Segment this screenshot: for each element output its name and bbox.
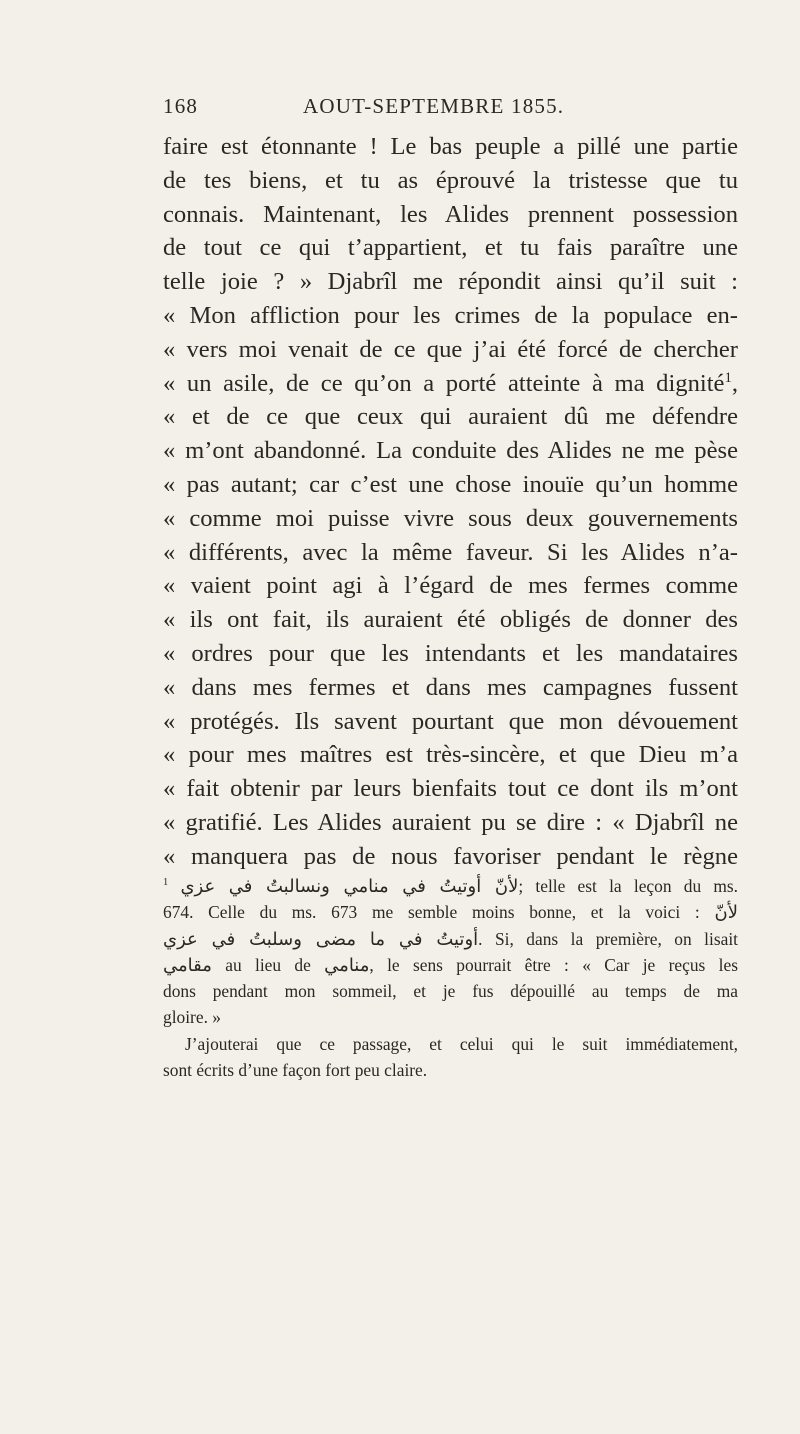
footnote-reference: 1: [724, 369, 732, 386]
text-line: « fait obtenir par leurs bienfaits tout ce dont ils m’ont: [163, 775, 738, 803]
body-text: [163, 130, 738, 874]
arabic-text: أوتيتُ في ما مضى وسلبتُ في عزي: [163, 928, 479, 950]
text-line: « comme moi puisse vivre sous deux gouvernements: [163, 504, 738, 532]
text-segment: « un asile, de ce qu’on a porté atteinte à ma dignité: [163, 369, 725, 397]
text-line: telle joie ? » Djabrîl me répondit ainsi qu’il suit :: [163, 268, 738, 296]
text-line: « pas autant; car c’est une chose inouïe qu’un homme: [163, 470, 738, 498]
text-line: « différents, avec la même faveur. Si les Alides n’a-: [163, 538, 738, 566]
arabic-text: مقامي: [163, 954, 212, 976]
footnote-line: [163, 952, 738, 978]
page-header: [163, 94, 738, 119]
text-line: de tout ce qui t’appartient, et tu fais paraître une: [163, 234, 738, 262]
arabic-text: لأنّ أوتيتُ في منامي ونسالبتُ في عزي: [180, 876, 519, 897]
text-line: connais. Maintenant, les Alides prennent possession: [163, 200, 738, 228]
footnote-line: gloire. »: [163, 1007, 221, 1028]
text-line: « gratifié. Les Alides auraient pu se dire : « Djabrîl ne: [163, 808, 738, 836]
footnote-text: , le sens pourrait être : « Car je reçus les: [369, 954, 738, 975]
footnote-text: au lieu de: [225, 954, 311, 975]
footnote-line: [163, 926, 738, 952]
footnote-text: ; telle est la leçon du ms.: [518, 876, 738, 896]
text-line: « ordres pour que les intendants et les mandataires: [163, 639, 738, 667]
text-line: « vers moi venait de ce que j’ai été forcé de chercher: [163, 335, 738, 363]
footnote-line: [163, 899, 738, 925]
text-line: « protégés. Ils savent pourtant que mon dévouement: [163, 707, 738, 735]
text-line: « manquera pas de nous favoriser pendant le règne: [163, 842, 738, 870]
arabic-text: منامي: [324, 954, 370, 976]
footnotes: [163, 873, 738, 1083]
text-line-with-footnote-ref: « un asile, de ce qu’on a porté atteinte à ma dignité$^1$,: [163, 369, 738, 397]
running-title: AOUT-SEPTEMBRE 1855.: [303, 94, 565, 118]
footnote-marker: 1: [163, 877, 169, 889]
footnote-text: . Si, dans la première, on lisait: [478, 928, 738, 949]
footnote-line: dons pendant mon sommeil, et je fus dépouillé au temps de ma: [163, 981, 738, 1002]
text-line: « ils ont fait, ils auraient été obligés de donner des: [163, 606, 738, 634]
text-line: « dans mes fermes et dans mes campagnes fussent: [163, 673, 738, 701]
text-line: « m’ont abandonné. La conduite des Alides ne me pèse: [163, 437, 738, 465]
text-line: « vaient point agi à l’égard de mes fermes comme: [163, 572, 738, 600]
page-number: 168: [163, 94, 199, 118]
text-line: « et de ce que ceux qui auraient dû me défendre: [163, 403, 738, 431]
text-line: de tes biens, et tu as éprouvé la tristesse que tu: [163, 166, 738, 194]
text-line: faire est étonnante ! Le bas peuple a pillé une partie: [163, 133, 738, 160]
footnote-line: J’ajouterai que ce passage, et celui qui le suit immédiatement,: [185, 1033, 738, 1054]
arabic-text: لأنّ: [714, 902, 738, 924]
footnote-text: 674. Celle du ms. 673 me semble moins bonne, et la voici :: [163, 902, 700, 923]
text-line: « Mon affliction pour les crimes de la populace en-: [163, 301, 738, 329]
text-line: « pour mes maîtres est très-sincère, et que Dieu m’a: [163, 741, 738, 769]
footnote-line: sont écrits d’une façon fort peu claire.: [163, 1060, 428, 1081]
footnote-line: [163, 873, 738, 899]
